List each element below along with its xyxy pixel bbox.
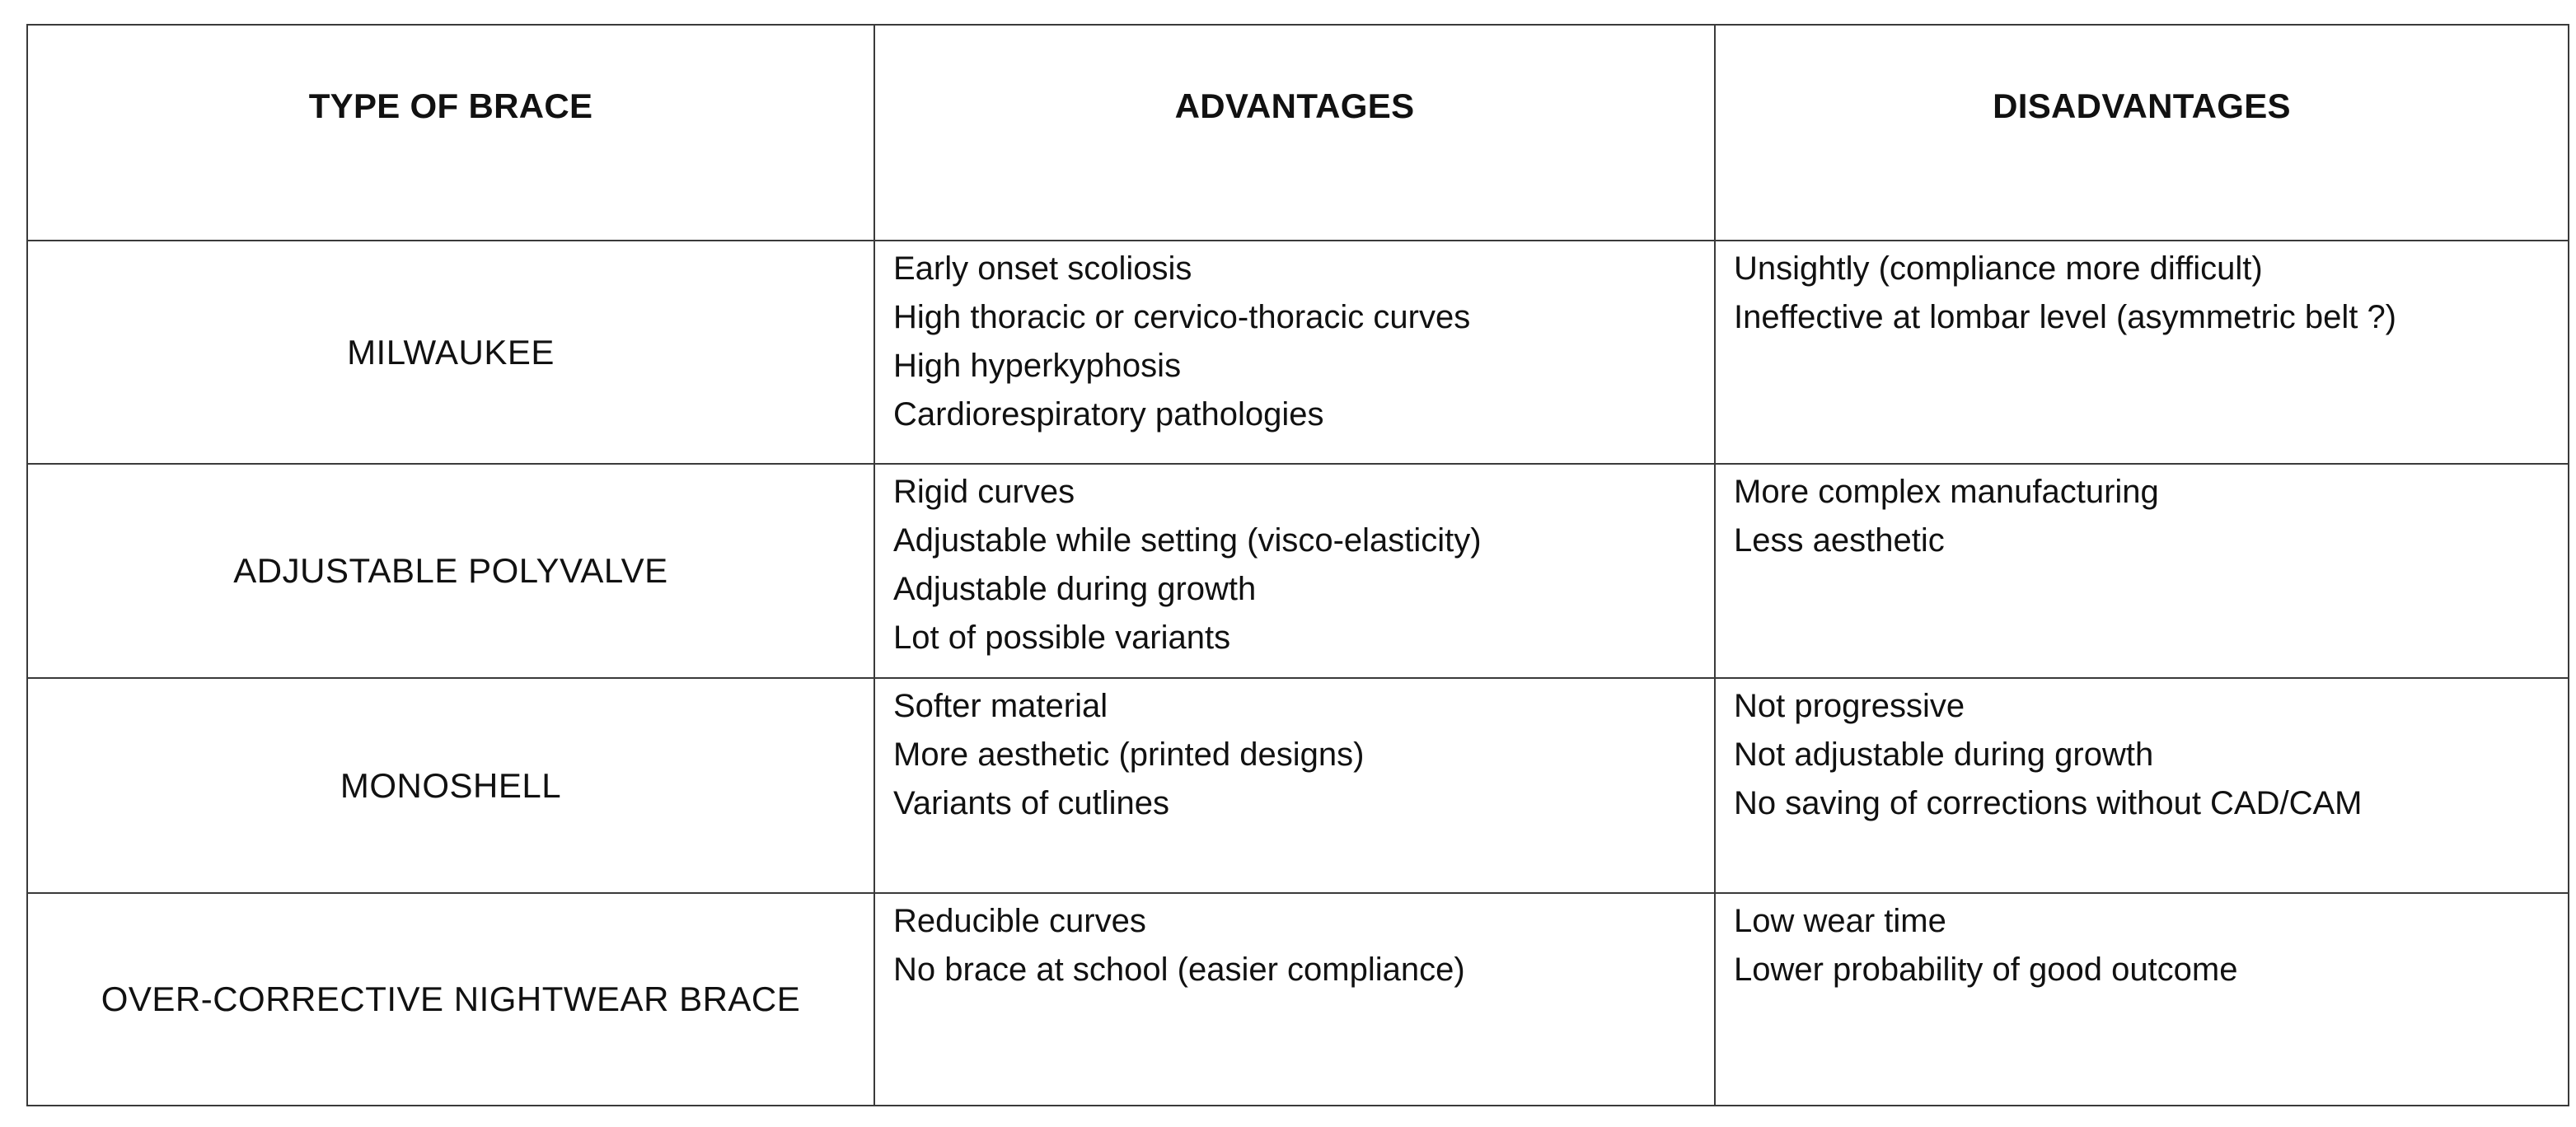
list-item: No brace at school (easier compliance): [893, 952, 1465, 988]
header-row: [27, 25, 2569, 241]
advantages-cell: [874, 678, 1715, 893]
header-advantages: ADVANTAGES: [874, 25, 1715, 241]
disadvantages-cell: [1715, 464, 2569, 678]
list-item: More complex manufacturing: [1734, 474, 2159, 510]
list-item: Lot of possible variants: [893, 620, 1231, 656]
disadvantages-cell: [1715, 893, 2569, 1106]
list-item: Reducible curves: [893, 903, 1146, 939]
header-disadvantages: DISADVANTAGES: [1715, 25, 2569, 241]
advantages-list: [893, 679, 1698, 828]
list-item: Adjustable during growth: [893, 571, 1257, 607]
advantages-cell: [874, 893, 1715, 1106]
list-item: High hyperkyphosis: [893, 348, 1182, 384]
header-type-of-brace: TYPE OF BRACE: [27, 25, 874, 241]
table-row: [27, 893, 2569, 1106]
list-item: Not progressive: [1734, 688, 1965, 724]
brace-type-cell: ADJUSTABLE POLYVALVE: [27, 464, 874, 678]
table-row: [27, 241, 2569, 464]
list-item: Early onset scoliosis: [893, 250, 1192, 287]
advantages-list: [893, 894, 1698, 994]
list-item: High thoracic or cervico-thoracic curves: [893, 299, 1471, 335]
brace-comparison-table: [26, 24, 2569, 1106]
list-item: Adjustable while setting (visco-elasticity): [893, 522, 1482, 559]
list-item: Lower probability of good outcome: [1734, 952, 2238, 988]
advantages-cell: [874, 241, 1715, 464]
disadvantages-list: [1734, 465, 2551, 565]
list-item: Unsightly (compliance more difficult): [1734, 250, 2263, 287]
list-item: Variants of cutlines: [893, 785, 1169, 821]
disadvantages-list: [1734, 679, 2551, 828]
table-row: [27, 464, 2569, 678]
brace-type-cell: MILWAUKEE: [27, 241, 874, 464]
list-item: Not adjustable during growth: [1734, 737, 2154, 773]
brace-type-cell: MONOSHELL: [27, 678, 874, 893]
advantages-list: [893, 241, 1698, 439]
advantages-list: [893, 465, 1698, 662]
disadvantages-cell: [1715, 678, 2569, 893]
list-item: More aesthetic (printed designs): [893, 737, 1365, 773]
disadvantages-list: [1734, 241, 2551, 342]
brace-type-cell: OVER-CORRECTIVE NIGHTWEAR BRACE: [27, 893, 874, 1106]
advantages-cell: [874, 464, 1715, 678]
list-item: Softer material: [893, 688, 1108, 724]
list-item: Less aesthetic: [1734, 522, 1945, 559]
disadvantages-list: [1734, 894, 2551, 994]
table-row: [27, 678, 2569, 893]
list-item: No saving of corrections without CAD/CAM: [1734, 785, 2363, 821]
list-item: Rigid curves: [893, 474, 1075, 510]
list-item: Cardiorespiratory pathologies: [893, 396, 1324, 433]
list-item: Ineffective at lombar level (asymmetric belt ?): [1734, 299, 2397, 335]
list-item: Low wear time: [1734, 903, 1946, 939]
disadvantages-cell: [1715, 241, 2569, 464]
